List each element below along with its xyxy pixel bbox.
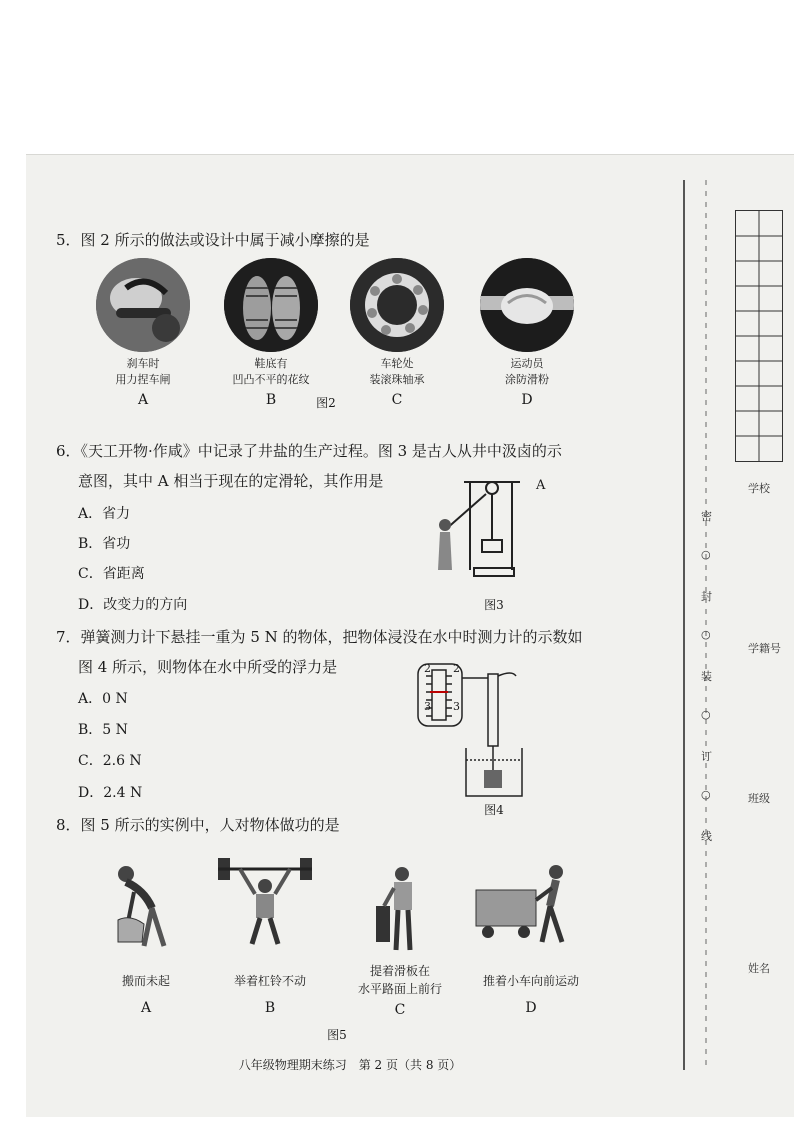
q6-option-c: C．省距离 [78,566,145,582]
q5-option-letter-c: C [391,392,403,408]
figure-3-label-a: A [536,478,546,493]
question-7-line2: 图 4 所示，则物体在水中所受的浮力是 [78,658,338,676]
seal-char-1: 密 [701,510,712,523]
seal-char-6: ○ [701,708,711,721]
question-6-line2: 意图，其中 A 相当于现在的定滑轮，其作用是 [78,472,384,490]
seal-char-7: 订 [701,750,712,763]
person-holding-barbell-illustration [210,852,320,948]
q6-option-d: D．改变力的方向 [78,597,188,613]
seal-char-3: 封 [701,590,712,603]
question-6-line1: 6．《天工开物·作咸》中记录了井盐的生产过程。图 3 是古人从井中汲卤的示 [56,442,562,460]
page-footer: 八年级物理期末练习 第 2 页（共 8 页） [238,1058,462,1072]
seal-char-2: ○ [701,548,711,561]
seal-char-9: 线 [701,830,712,843]
seal-char-8: ○ [701,788,711,801]
scale-mark-3-right: 3 [453,700,460,713]
ball-bearing-icon [350,258,444,352]
shoe-sole-icon [224,258,318,352]
q5-caption-d-line2: 涂防滑粉 [505,373,549,386]
spring-scale-illustration [412,662,532,802]
student-id-box-grid [735,210,783,462]
q8-option-letter-d: D [525,1000,537,1016]
q7-option-a: A．0 N [78,691,128,707]
scale-mark-2-right: 2 [453,662,460,675]
bicycle-brake-icon [96,258,190,352]
scale-mark-2-left: 2 [424,662,431,675]
well-pulley-illustration [430,470,540,590]
q5-caption-b-line2: 凹凸不平的花纹 [232,373,310,386]
figure-3-caption: 图3 [484,598,504,612]
question-5-text: 5．图 2 所示的做法或设计中属于减小摩擦的是 [56,231,370,249]
person-pushing-cart-illustration [470,862,590,948]
q8-option-letter-a: A [140,1000,152,1016]
q8-caption-c-line2: 水平路面上前行 [357,982,442,996]
q7-option-d: D．2.4 N [78,785,143,801]
q5-caption-c-line2: 装滚珠轴承 [369,373,425,386]
q5-caption-c-line1: 车轮处 [380,357,414,370]
label-school: 学校 [748,482,770,495]
q5-caption-a-line1: 刹车时 [126,357,160,370]
q8-caption-d: 推着小车向前运动 [482,974,579,988]
q5-caption-d-line1: 运动员 [510,357,544,370]
seal-char-5: 装 [701,670,712,683]
q8-option-letter-b: B [264,1000,276,1016]
figure-4-caption: 图4 [484,803,504,817]
q5-caption-b-line1: 鞋底有 [254,357,288,370]
q6-option-a: A．省力 [78,506,131,522]
q5-option-letter-b: B [265,392,277,408]
q5-option-letter-d: D [521,392,533,408]
figure-5-caption: 图5 [327,1028,347,1042]
q5-option-letter-a: A [137,392,149,408]
scale-mark-3-left: 3 [424,700,431,713]
figure-2-caption: 图2 [316,396,336,410]
seal-char-4: ○ [701,628,711,641]
q8-option-letter-c: C [394,1002,406,1018]
chalk-hands-icon [480,258,574,352]
label-name: 姓名 [748,962,770,975]
label-class: 班级 [748,792,770,805]
person-lifting-box-illustration [104,862,184,948]
person-carrying-skateboard-illustration [370,866,430,956]
q7-option-b: B．5 N [78,722,128,738]
question-8-text: 8．图 5 所示的实例中，人对物体做功的是 [56,816,340,834]
q8-caption-b: 举着杠铃不动 [233,974,306,988]
q5-caption-a-line2: 用力捏车闸 [115,373,171,386]
q8-caption-a: 搬而未起 [121,974,170,988]
q8-caption-c-line1: 提着滑板在 [369,964,430,978]
question-7-line1: 7．弹簧测力计下悬挂一重为 5 N 的物体，把物体浸没在水中时测力计的示数如 [56,628,583,646]
label-student-number: 学籍号 [748,642,781,655]
q7-option-c: C．2.6 N [78,753,142,769]
q6-option-b: B．省功 [78,536,131,552]
